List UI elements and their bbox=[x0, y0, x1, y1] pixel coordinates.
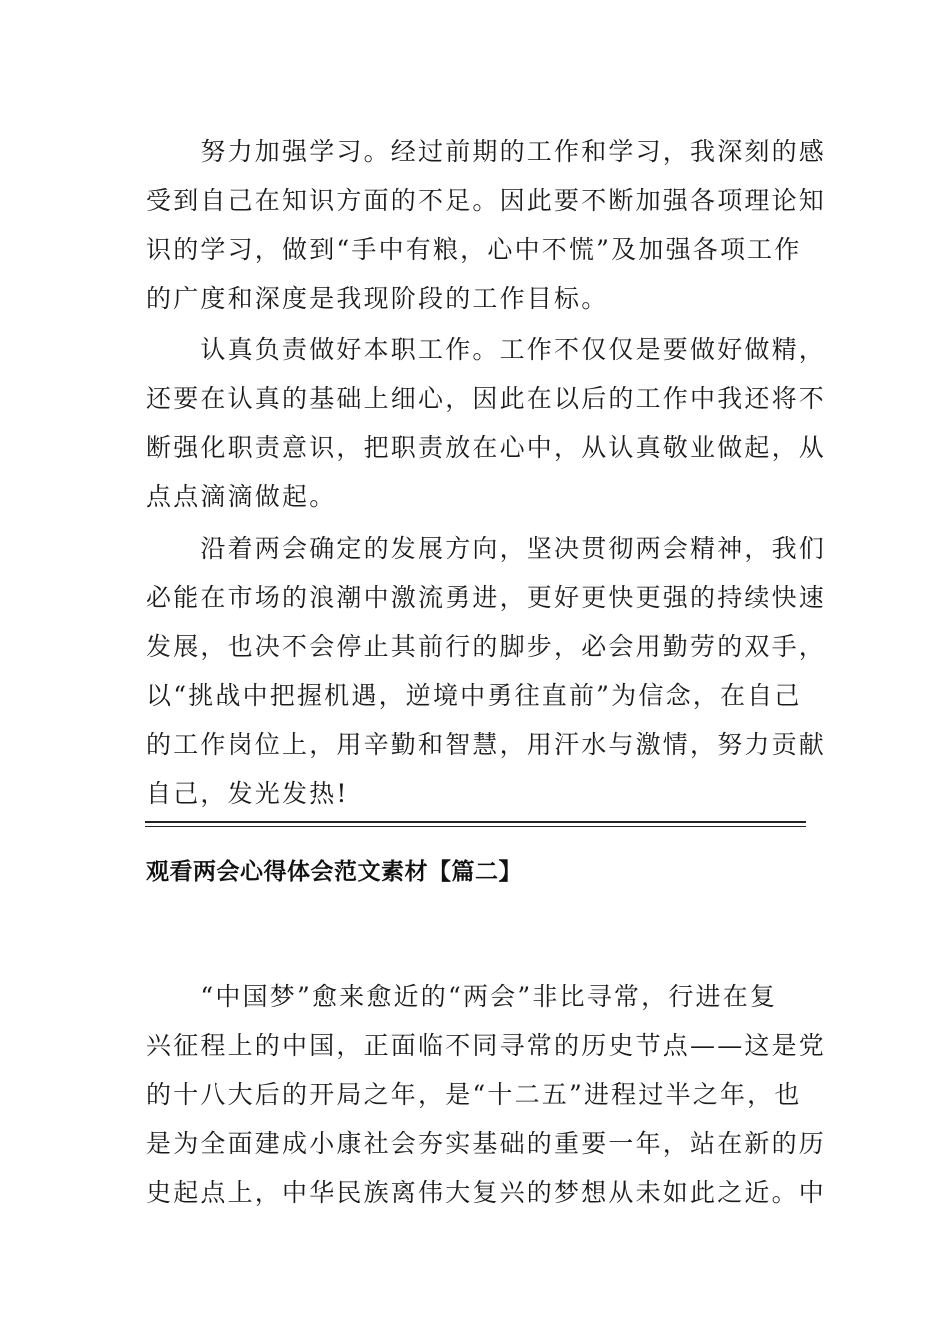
section-divider-thin bbox=[145, 826, 806, 827]
text-line: 是为全面建成小康社会夯实基础的重要一年，站在新的历 bbox=[146, 1129, 827, 1158]
text-line: 兴征程上的中国，正面临不同寻常的历史节点——这是党 bbox=[146, 1031, 827, 1060]
section-divider bbox=[145, 821, 806, 823]
text-line: 发展，也决不会停止其前行的脚步，必会用勤劳的双手， bbox=[146, 632, 827, 661]
text-line: “中国梦”愈来愈近的“两会”非比寻常，行进在复 bbox=[146, 982, 778, 1011]
text-line: 的工作岗位上，用辛勤和智慧，用汗水与激情，努力贡献 bbox=[146, 730, 827, 759]
text-line: 认真负责做好本职工作。工作不仅仅是要做好做精， bbox=[146, 335, 827, 364]
text-line: 点点滴滴做起。 bbox=[146, 482, 337, 511]
section-heading: 观看两会心得体会范文素材【篇二】 bbox=[146, 859, 522, 885]
text-line: 的广度和深度是我现阶段的工作目标。 bbox=[146, 284, 609, 313]
text-line: 史起点上，中华民族离伟大复兴的梦想从未如此之近。中 bbox=[146, 1178, 827, 1207]
text-line: 识的学习，做到“手中有粮，心中不慌”及加强各项工作 bbox=[146, 235, 802, 264]
text-line: 受到自己在知识方面的不足。因此要不断加强各项理论知 bbox=[146, 186, 827, 215]
text-line: 的十八大后的开局之年，是“十二五”进程过半之年，也 bbox=[146, 1080, 802, 1109]
text-line: 自己，发光发热! bbox=[146, 779, 349, 808]
text-line: 断强化职责意识，把职责放在心中，从认真敬业做起，从 bbox=[146, 433, 827, 462]
text-line: 还要在认真的基础上细心，因此在以后的工作中我还将不 bbox=[146, 384, 827, 413]
text-line: 努力加强学习。经过前期的工作和学习，我深刻的感 bbox=[146, 137, 827, 166]
text-line: 必能在市场的浪潮中激流勇进，更好更快更强的持续快速 bbox=[146, 583, 827, 612]
text-line: 沿着两会确定的发展方向，坚决贯彻两会精神，我们 bbox=[146, 534, 827, 563]
text-line: 以“挑战中把握机遇，逆境中勇往直前”为信念，在自己 bbox=[146, 681, 802, 710]
